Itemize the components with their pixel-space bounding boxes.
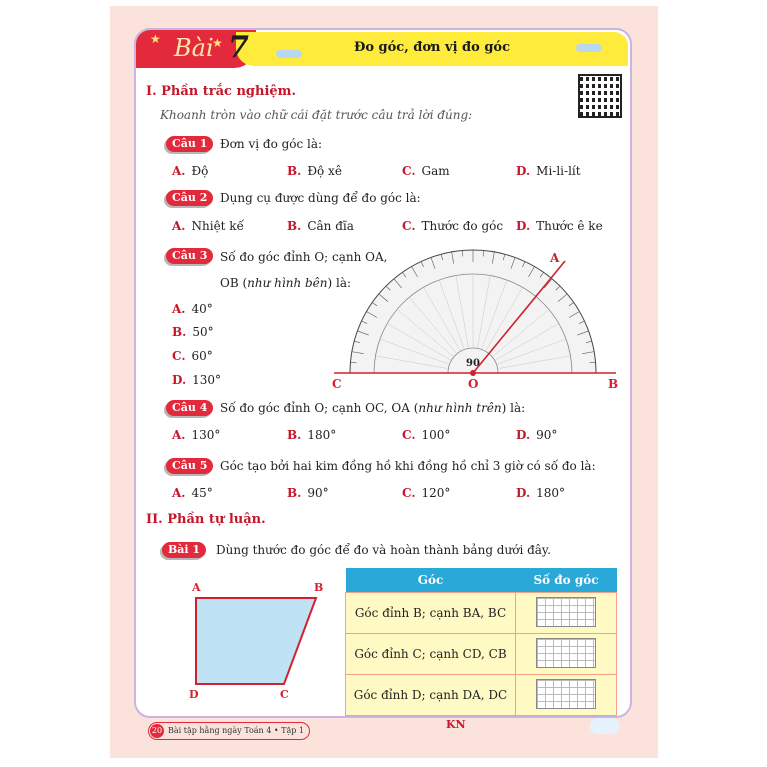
question-text: Đơn vị đo góc là: (220, 137, 323, 151)
part1-instruction: Khoanh tròn vào chữ cái đặt trước câu trả lời đúng: (160, 108, 473, 122)
answer-grid[interactable] (536, 638, 596, 668)
answer-option[interactable]: A. 130° (172, 428, 221, 442)
answer-option[interactable]: D. Mi-li-lít (516, 164, 581, 178)
question-text: Dụng cụ được dùng để đo góc là: (220, 191, 421, 205)
book-title: Bài tập hằng ngày Toán 4 • Tập 1 (168, 726, 304, 735)
protractor-figure (330, 248, 626, 394)
answer-option[interactable]: C. Gam (402, 164, 450, 178)
answer-grid[interactable] (536, 597, 596, 627)
question-text: Số đo góc đỉnh O; cạnh OA, (220, 250, 388, 264)
qr-code[interactable] (578, 74, 622, 118)
angle-name-cell: Góc đỉnh C; cạnh CD, CB (346, 634, 516, 675)
answer-option[interactable]: D. 180° (516, 486, 566, 500)
answer-option[interactable]: B. Độ xê (287, 164, 342, 178)
question-text: Số đo góc đỉnh O; cạnh OC, OA (như hình trên) là: (220, 401, 526, 415)
vertex-c-label: C (280, 688, 289, 701)
table-row (346, 593, 617, 634)
answer-option[interactable]: B. 50° (172, 325, 214, 339)
point-a-label: A (550, 251, 560, 265)
quadrilateral-abcd (196, 598, 316, 684)
answer-cell[interactable] (516, 593, 617, 634)
question-text: OB (như hình bên) là: (220, 276, 352, 290)
answer-option[interactable]: C. 120° (402, 486, 451, 500)
footer-book-title (148, 722, 310, 740)
answer-option[interactable]: A. 45° (172, 486, 213, 500)
exercise-text: Dùng thước đo góc để đo và hoàn thành bảng dưới đây. (216, 543, 551, 557)
question-text: Góc tạo bởi hai kim đồng hồ khi đồng hồ chỉ 3 giờ có số đo là: (220, 459, 596, 473)
answer-cell[interactable] (516, 675, 617, 716)
star-icon: ★ (150, 32, 161, 46)
exercise-badge: Bài 1 (162, 542, 206, 558)
question-badge: Câu 5 (166, 458, 213, 474)
page-number: 20 (150, 724, 164, 738)
vertex-o (470, 370, 476, 376)
answer-option[interactable]: D. 90° (516, 428, 558, 442)
answer-option[interactable]: D. 130° (172, 373, 222, 387)
answer-option[interactable]: D. Thước ê ke (516, 219, 603, 233)
point-b-label: B (608, 377, 619, 391)
table-header: Số đo góc (516, 568, 617, 593)
table-row (346, 675, 617, 716)
lesson-number: 7 (228, 30, 249, 65)
vertex-d-label: D (189, 688, 199, 701)
point-o-label: O (468, 377, 479, 391)
answer-option[interactable]: B. 90° (287, 486, 329, 500)
table-header: Góc (346, 568, 516, 593)
answer-option[interactable]: B. 180° (287, 428, 337, 442)
table-row (346, 634, 617, 675)
part2-heading: II. Phần tự luận. (146, 512, 266, 527)
answer-option[interactable]: A. Độ (172, 164, 209, 178)
answer-option[interactable]: A. 40° (172, 302, 213, 316)
question-badge: Câu 3 (166, 248, 213, 264)
question-badge: Câu 1 (166, 136, 213, 152)
answer-option[interactable]: B. Cân đĩa (287, 219, 354, 233)
answer-option[interactable]: C. 60° (172, 349, 213, 363)
lesson-word: Bài (174, 34, 214, 62)
answer-option[interactable]: C. 100° (402, 428, 451, 442)
quadrilateral-figure (180, 578, 330, 702)
answer-grid[interactable] (536, 679, 596, 709)
lesson-title: Đo góc, đơn vị đo góc (353, 40, 510, 55)
answer-option[interactable]: C. Thước đo góc (402, 219, 504, 233)
answer-option[interactable]: A. Nhiệt kế (172, 219, 244, 233)
vertex-a-label: A (192, 581, 201, 594)
question-badge: Câu 2 (166, 190, 213, 206)
angle-name-cell: Góc đỉnh D; cạnh DA, DC (346, 675, 516, 716)
answer-cell[interactable] (516, 634, 617, 675)
part1-heading: I. Phần trắc nghiệm. (146, 84, 296, 99)
angle-table (345, 568, 617, 716)
protractor-90-label: 90 (466, 358, 480, 369)
point-c-label: C (332, 377, 342, 391)
vertex-b-label: B (314, 581, 324, 594)
brand-logo (590, 718, 620, 734)
star-icon: ★ (212, 36, 223, 50)
publisher-logo: KN (446, 718, 466, 731)
question-badge: Câu 4 (166, 400, 213, 416)
angle-name-cell: Góc đỉnh B; cạnh BA, BC (346, 593, 516, 634)
